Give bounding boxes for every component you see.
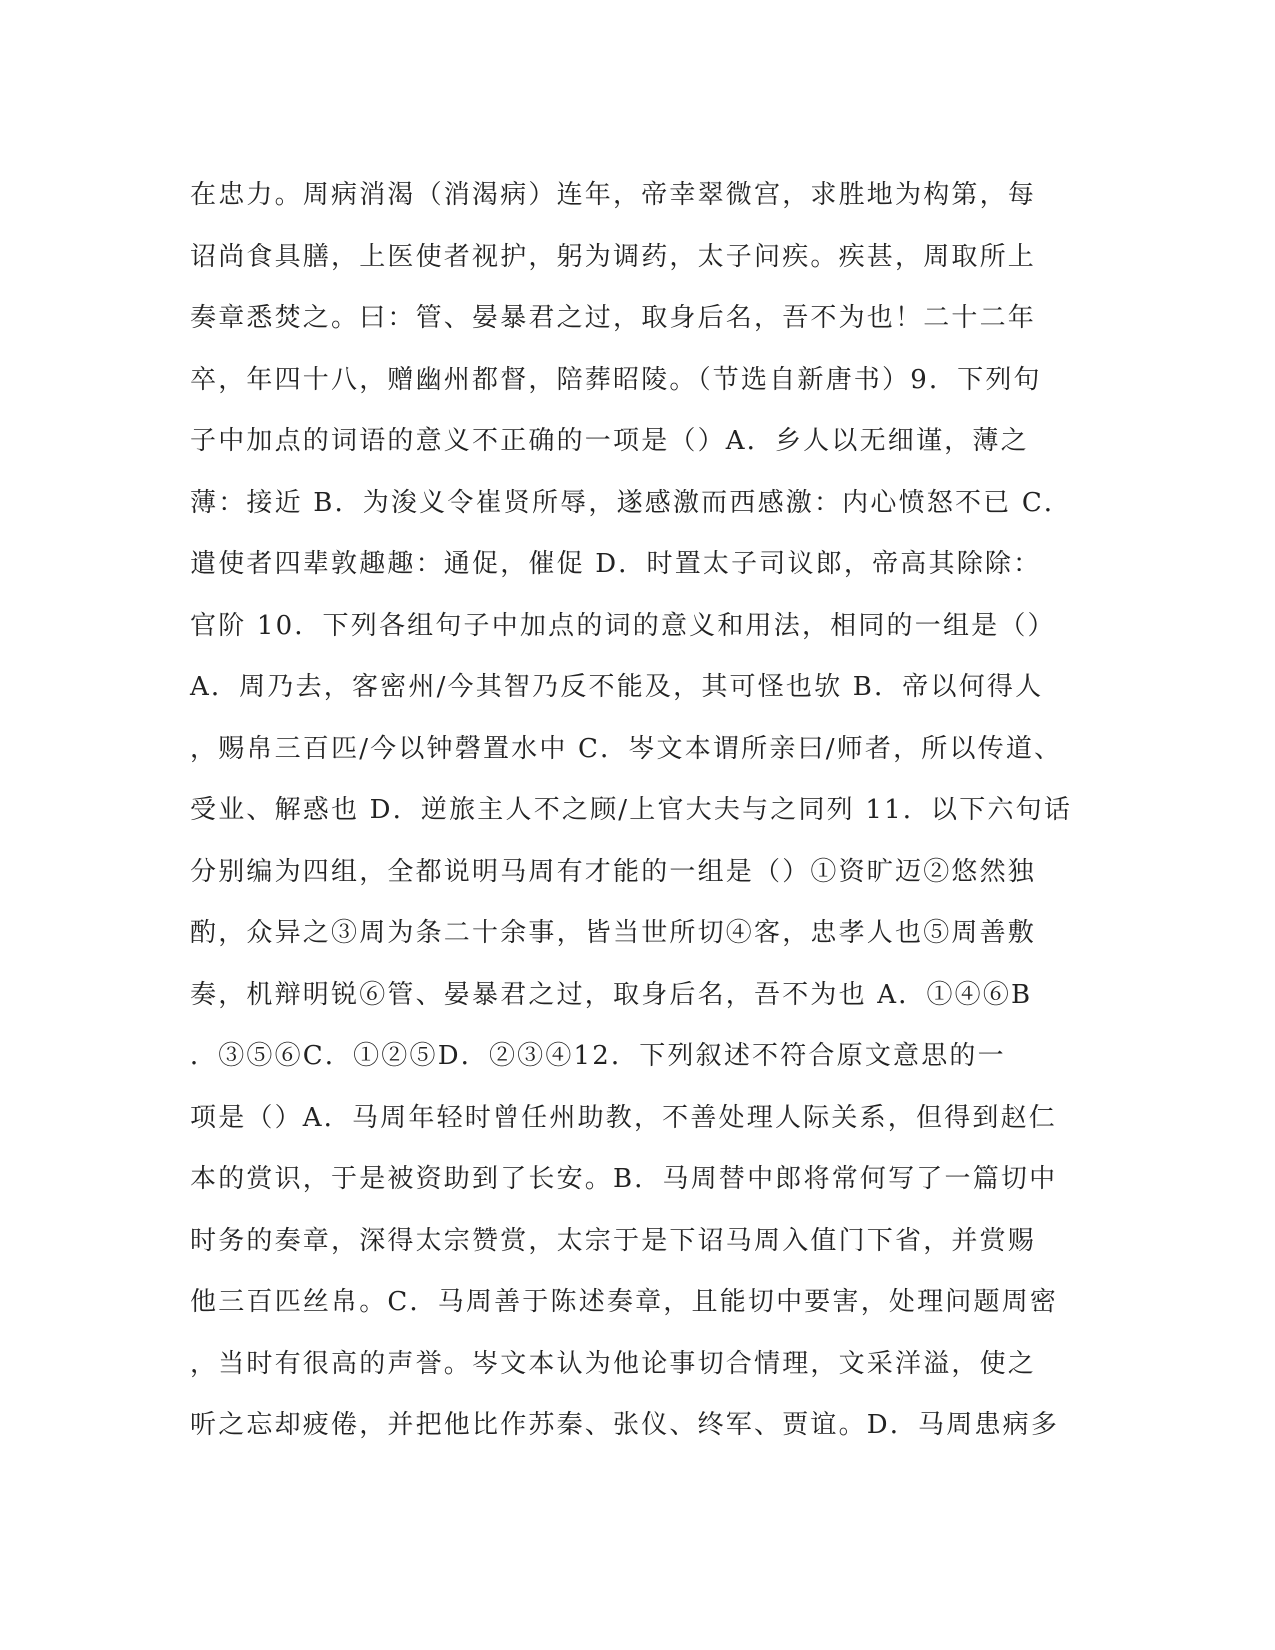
text-line: 本的赏识，于是被资助到了长安。B．马周替中郎将常何写了一篇切中 <box>190 1164 1058 1194</box>
text-line: 项是（）A．马周年轻时曾任州助教，不善处理人际关系，但得到赵仁 <box>190 1102 1057 1133</box>
text-line: 在忠力。周病消渴（消渴病）连年，帝幸翠微宫，求胜地为构第，每 <box>190 180 1037 210</box>
text-line: ．③⑤⑥C．①②⑤D．②③④12．下列叙述不符合原文意思的一 <box>190 1041 1006 1071</box>
text-line: A．周乃去，客密州/今其智乃反不能及，其可怪也欤 B．帝以何得人 <box>190 672 1044 702</box>
text-line: 卒，年四十八，赠幽州都督，陪葬昭陵。（节选自新唐书）9．下列句 <box>190 364 1042 395</box>
text-line: 诏尚食具膳，上医使者视护，躬为调药，太子问疾。疾甚，周取所上 <box>190 241 1037 272</box>
text-line: ，当时有很高的声誉。岑文本认为他论事切合情理，文采洋溢，使之 <box>190 1348 1037 1379</box>
text-line: 子中加点的词语的意义不正确的一项是（）A．乡人以无细谨，薄之 <box>190 426 1029 456</box>
body-text <box>190 165 1090 1457</box>
text-line: 奏，机辩明锐⑥管、晏暴君之过，取身后名，吾不为也 A．①④⑥B <box>190 979 1033 1010</box>
text-line: ，赐帛三百匹/今以钟磬置水中 C．岑文本谓所亲曰/师者，所以传道、 <box>190 733 1063 764</box>
text-line: 遣使者四辈敦趣趣：通促，催促 D．时置太子司议郎，帝高其除除： <box>190 549 1042 579</box>
text-line: 奏章悉焚之。曰：管、晏暴君之过，取身后名，吾不为也！二十二年 <box>190 303 1037 333</box>
text-line: 酌，众异之③周为条二十余事，皆当世所切④客，忠孝人也⑤周善敷 <box>190 918 1037 948</box>
text-line: 官阶 10．下列各组句子中加点的词的意义和用法，相同的一组是（） <box>190 610 1056 641</box>
text-line: 时务的奏章，深得太宗赞赏，太宗于是下诏马周入值门下省，并赏赐 <box>190 1225 1037 1256</box>
text-line: 受业、解惑也 D．逆旅主人不之顾/上官大夫与之同列 11．以下六句话 <box>190 795 1073 825</box>
text-line: 他三百匹丝帛。C．马周善于陈述奏章，且能切中要害，处理问题周密 <box>190 1287 1059 1317</box>
text-line: 分别编为四组，全都说明马周有才能的一组是（）①资旷迈②悠然独 <box>190 856 1037 887</box>
text-line: 听之忘却疲倦，并把他比作苏秦、张仪、终军、贾谊。D．马周患病多 <box>190 1410 1060 1440</box>
text-line: 薄：接近 B．为浚义令崔贤所辱，遂感激而西感激：内心愤怒不已 C． <box>190 487 1073 518</box>
